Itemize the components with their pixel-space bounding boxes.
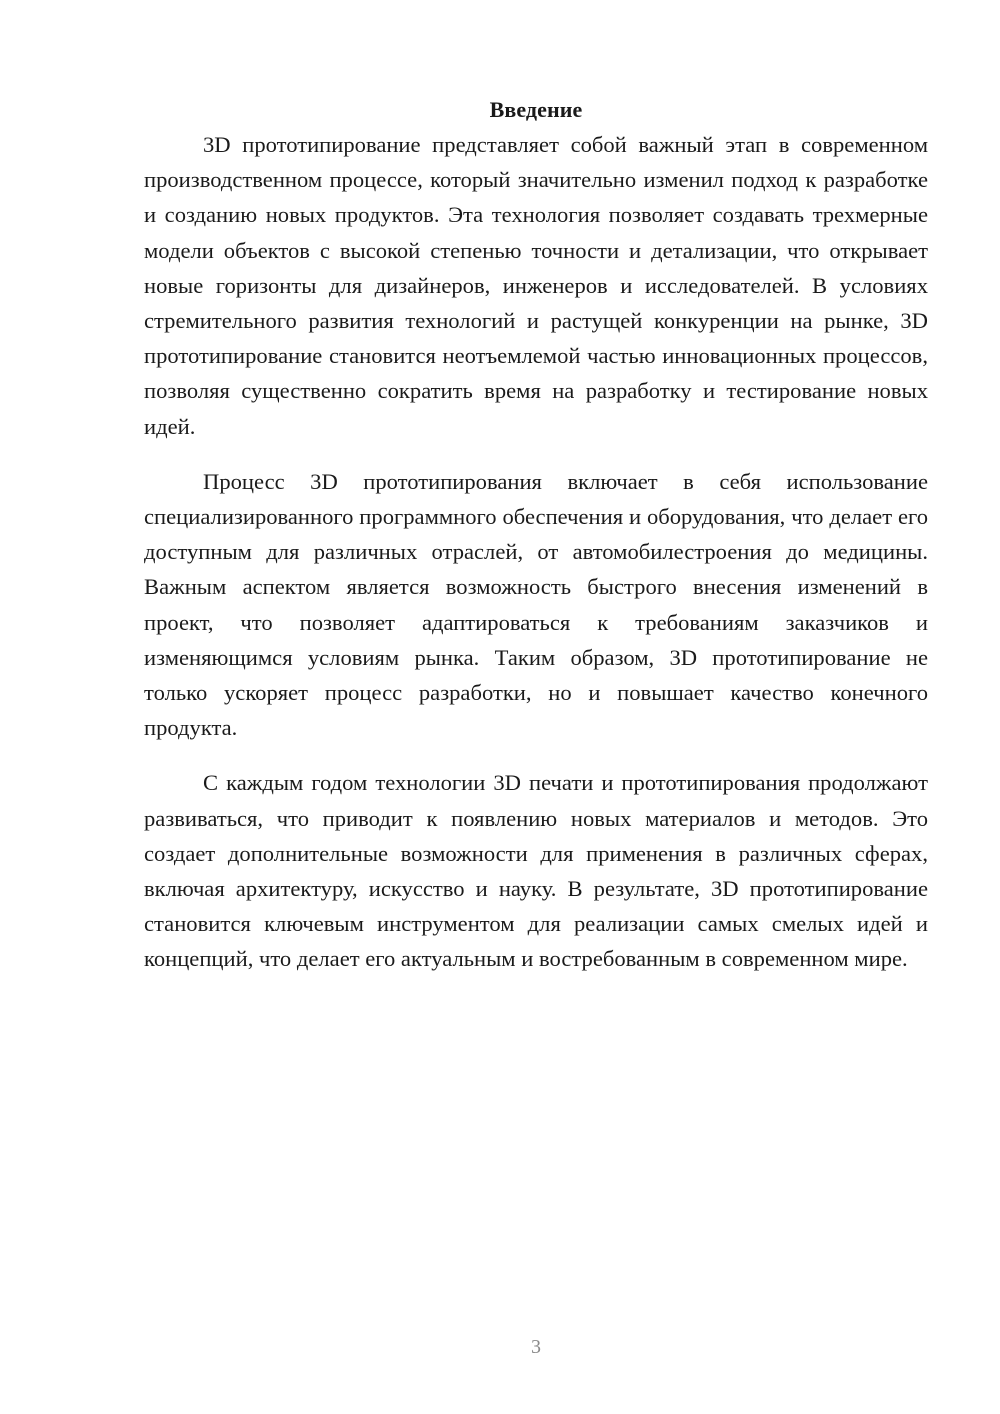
- paragraph-3: С каждым годом технологии 3D печати и прототипирования продолжают развиваться, что приводит к появлению новых материалов и методов. Это создает дополнительные возможности для применения в различных сферах, включая архитектуру, искусство и науку. В результате, 3D прототипирование становится ключевым инструментом для реализации самых смелых идей и концепций, что делает его актуальным и востребованным в современном мире.: [144, 770, 928, 972]
- paragraph-1: 3D прототипирование представляет собой важный этап в современном производственном процессе, который значительно изменил подход к разработке и созданию новых продуктов. Эта технология позволяет создавать трехмерные модели объектов с высокой степенью точности и детализации, что открывает новые горизонты для дизайнеров, инженеров и исследователей. В условиях стремительного развития технологий и растущей конкуренции на рынке, 3D прототипирование становится неотъемлемой частью инновационных процессов, позволяя существенно сократить время на разработку и тестирование новых идей.: [144, 132, 928, 439]
- paragraph-2: Процесс 3D прототипирования включает в себя использование специализированного программного обеспечения и оборудования, что делает его доступным для различных отраслей, от автомобилестроения до медицины. Важным аспектом является возможность быстрого внесения изменений в проект, что позволяет адаптироваться к требованиям заказчиков и изменяющимся условиям рынка. Таким образом, 3D прототипирование не только ускоряет процесс разработки, но и повышает качество конечного продукта.: [144, 468, 928, 741]
- section-heading: Введение: [489, 97, 583, 122]
- page-content: [144, 92, 928, 977]
- page-number: 3: [531, 1336, 541, 1358]
